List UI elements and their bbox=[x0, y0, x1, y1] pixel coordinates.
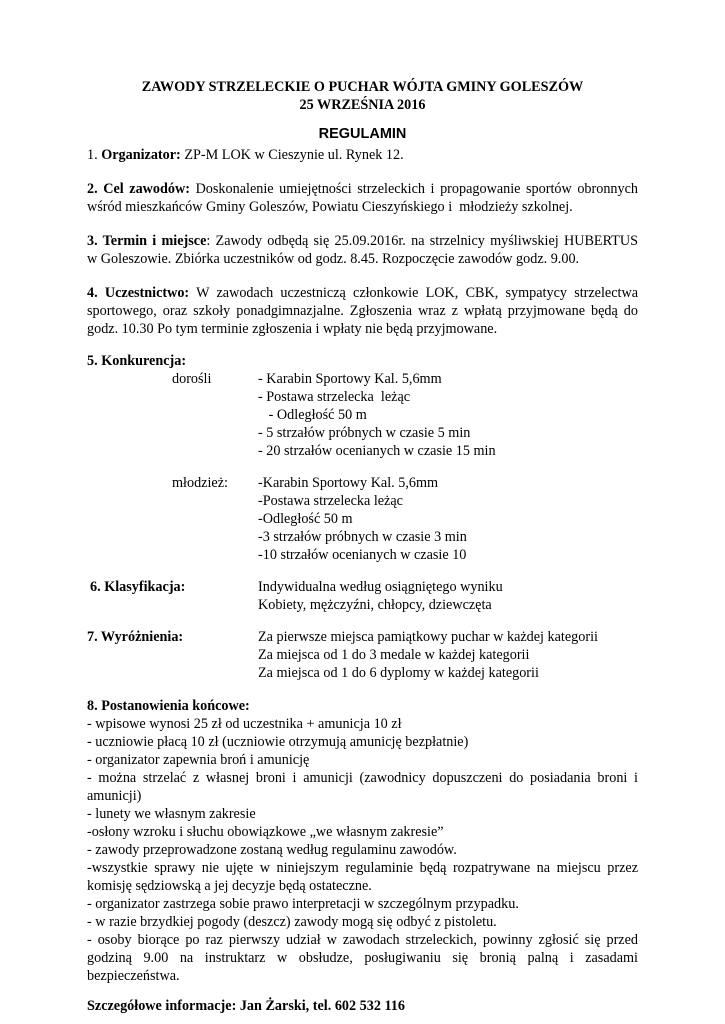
section-awards-heading: 7. Wyróżnienia: bbox=[87, 629, 184, 645]
section-competition-heading: 5. Konkurencja: bbox=[87, 353, 187, 369]
section-organizer bbox=[87, 146, 404, 164]
document-title: ZAWODY STRZELECKIE O PUCHAR WÓJTA GMINY GOLESZÓW bbox=[141, 79, 584, 95]
youth-item: -3 strzałów próbnych w czasie 3 min bbox=[258, 529, 467, 545]
section-participation-line1 bbox=[87, 284, 638, 302]
provision-line: - lunety we własnym zakresie bbox=[87, 806, 256, 822]
regulamin-heading: REGULAMIN bbox=[318, 126, 407, 142]
classification-item: Indywidualna według osiągniętego wyniku bbox=[258, 579, 503, 595]
section-number: 1. bbox=[87, 147, 102, 163]
provision-line: amunicji) bbox=[87, 788, 142, 804]
classification-item: Kobiety, mężczyźni, chłopcy, dziewczęta bbox=[258, 597, 492, 613]
section-heading: 4. Uczestnictwo: bbox=[87, 285, 190, 301]
provision-line: - uczniowie płacą 10 zł (uczniowie otrzymują amunicję bezpłatnie) bbox=[87, 734, 469, 750]
adults-item: - Odległość 50 m bbox=[258, 407, 367, 423]
section-goal-line1 bbox=[87, 180, 638, 198]
section-date-place-line2: w Goleszowie. Zbiórka uczestników od godz. 8.45. Rozpoczęcie zawodów godz. 9.00. bbox=[87, 251, 580, 267]
provision-line: godziną 9.00 na instruktarz w obsłudze, posługiwaniu się bronią palną i zasadami bbox=[87, 950, 638, 966]
section-participation-line3: godz. 10.30 Po tym terminie zgłoszenia i wpłaty nie będą przyjmowane. bbox=[87, 321, 498, 337]
adults-item: - 5 strzałów próbnych w czasie 5 min bbox=[258, 425, 471, 441]
section-heading: 3. Termin i miejsce bbox=[87, 233, 207, 249]
provision-line: bezpieczeństwa. bbox=[87, 968, 180, 984]
adults-item: - Karabin Sportowy Kal. 5,6mm bbox=[258, 371, 442, 387]
section-goal-line2: wśród mieszkańców Gminy Goleszów, Powiatu Cieszyńskiego i młodzieży szkolnej. bbox=[87, 199, 573, 215]
provision-line: - wpisowe wynosi 25 zł od uczestnika + amunicja 10 zł bbox=[87, 716, 402, 732]
section-text: Doskonalenie umiejętności strzeleckich i propagowanie sportów obronnych bbox=[189, 181, 639, 197]
adults-item: - 20 strzałów ocenianych w czasie 15 min bbox=[258, 443, 496, 459]
youth-item: -Karabin Sportowy Kal. 5,6mm bbox=[258, 475, 439, 491]
provision-line: - można strzelać z własnej broni i amunicji (zawodnicy dopuszczeni do posiadania broni i bbox=[87, 770, 638, 786]
provision-line: - w razie brzydkiej pogody (deszcz) zawody mogą się odbyć z pistoletu. bbox=[87, 914, 497, 930]
document-date: 25 WRZEŚNIA 2016 bbox=[299, 97, 426, 113]
adults-item: - Postawa strzelecka leżąc bbox=[258, 389, 411, 405]
section-text: : Zawody odbędą się 25.09.2016r. na strzelnicy myśliwskiej HUBERTUS bbox=[206, 233, 638, 249]
youth-label: młodzież: bbox=[172, 475, 228, 491]
provision-line: komisję sędziowską a jej decyzje będą ostateczne. bbox=[87, 878, 372, 894]
provision-line: -osłony wzroku i słuchu obowiązkowe „we własnym zakresie” bbox=[87, 824, 444, 840]
section-date-place-line1 bbox=[87, 232, 638, 250]
section-participation-line2: sportowego, oraz szkoły ponadgimnazjalne. Zgłoszenia wraz z wpłatą przyjmowane będą do bbox=[87, 303, 638, 319]
awards-item: Za pierwsze miejsca pamiątkowy puchar w każdej kategorii bbox=[258, 629, 598, 645]
youth-item: -Odległość 50 m bbox=[258, 511, 353, 527]
section-text: W zawodach uczestniczą członkowie LOK, CBK, sympatycy strzelectwa bbox=[189, 285, 638, 301]
provision-line: - zawody przeprowadzone zostaną według regulaminu zawodów. bbox=[87, 842, 457, 858]
provision-line: -wszystkie sprawy nie ujęte w niniejszym regulaminie będą rozpatrywane na miejscu przez bbox=[87, 860, 638, 876]
contact-info: Szczegółowe informacje: Jan Żarski, tel. 602 532 116 bbox=[87, 998, 405, 1014]
section-heading: Organizator: bbox=[101, 147, 181, 163]
provision-line: - organizator zapewnia broń i amunicję bbox=[87, 752, 310, 768]
provision-line: - organizator zastrzega sobie prawo interpretacji w szczególnym przypadku. bbox=[87, 896, 519, 912]
adults-label: dorośli bbox=[172, 371, 212, 387]
provision-line: - osoby biorące po raz pierwszy udział w zawodach strzeleckich, powinny zgłosić się przed bbox=[87, 932, 638, 948]
youth-item: -Postawa strzelecka leżąc bbox=[258, 493, 403, 509]
awards-item: Za miejsca od 1 do 6 dyplomy w każdej kategorii bbox=[258, 665, 539, 681]
section-heading: 2. Cel zawodów: bbox=[87, 181, 190, 197]
section-final-provisions-heading: 8. Postanowienia końcowe: bbox=[87, 698, 250, 714]
section-classification-heading: 6. Klasyfikacja: bbox=[90, 579, 186, 595]
awards-item: Za miejsca od 1 do 3 medale w każdej kategorii bbox=[258, 647, 530, 663]
section-text: ZP-M LOK w Cieszynie ul. Rynek 12. bbox=[180, 147, 404, 163]
youth-item: -10 strzałów ocenianych w czasie 10 bbox=[258, 547, 467, 563]
